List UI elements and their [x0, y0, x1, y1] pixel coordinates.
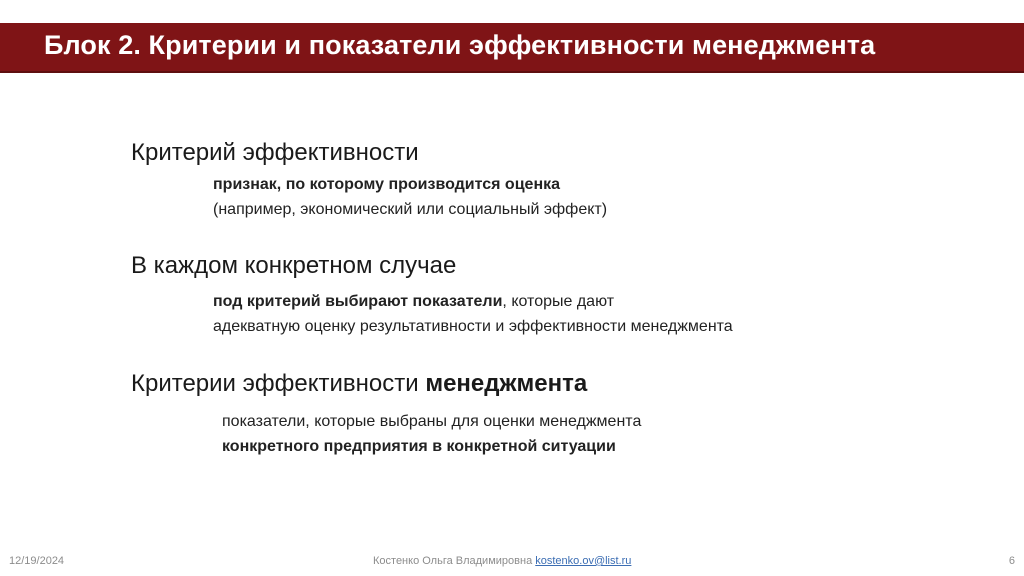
footer-email-link[interactable]: kostenko.ov@list.ru: [535, 555, 632, 567]
section-2-line-1-bold: под критерий выбирают показатели: [213, 293, 503, 310]
section-1-line-2-normal: (например, экономический или социальный эффект): [213, 201, 608, 218]
section-3-heading: [131, 370, 587, 398]
section-3-line-2: [222, 437, 616, 457]
section-2-line-2: [213, 317, 733, 337]
section-1-line-1-bold: признак, по которому производится оценка: [213, 176, 561, 193]
section-2-line-1: [213, 292, 614, 312]
section-3-line-1: [222, 412, 641, 432]
footer-author: [373, 555, 631, 567]
footer-author-name: Костенко Ольга Владимировна: [373, 555, 536, 567]
section-1-line-2: [213, 200, 607, 220]
section-3-heading-bold: менеджмента: [425, 370, 588, 397]
section-2-line-2-normal: адекватную оценку результативности и эффективности менеджмента: [213, 318, 733, 335]
footer-page-number: 6: [1008, 555, 1015, 567]
section-2-line-1-normal: , которые дают: [502, 293, 615, 310]
section-3-line-1-normal: показатели, которые выбраны для оценки менеджмента: [222, 413, 642, 430]
section-2-heading: В каждом конкретном случае: [131, 252, 457, 279]
section-1-heading: Критерий эффективности: [131, 139, 419, 166]
section-1-line-1: [213, 175, 560, 195]
section-3-heading-normal: Критерии эффективности: [131, 370, 426, 397]
title-bar: [0, 23, 1024, 73]
slide-title: Блок 2. Критерии и показатели эффективности менеджмента: [44, 30, 876, 60]
section-3-line-2-bold: конкретного предприятия в конкретной ситуации: [222, 438, 616, 455]
footer-date: 12/19/2024: [9, 555, 65, 567]
